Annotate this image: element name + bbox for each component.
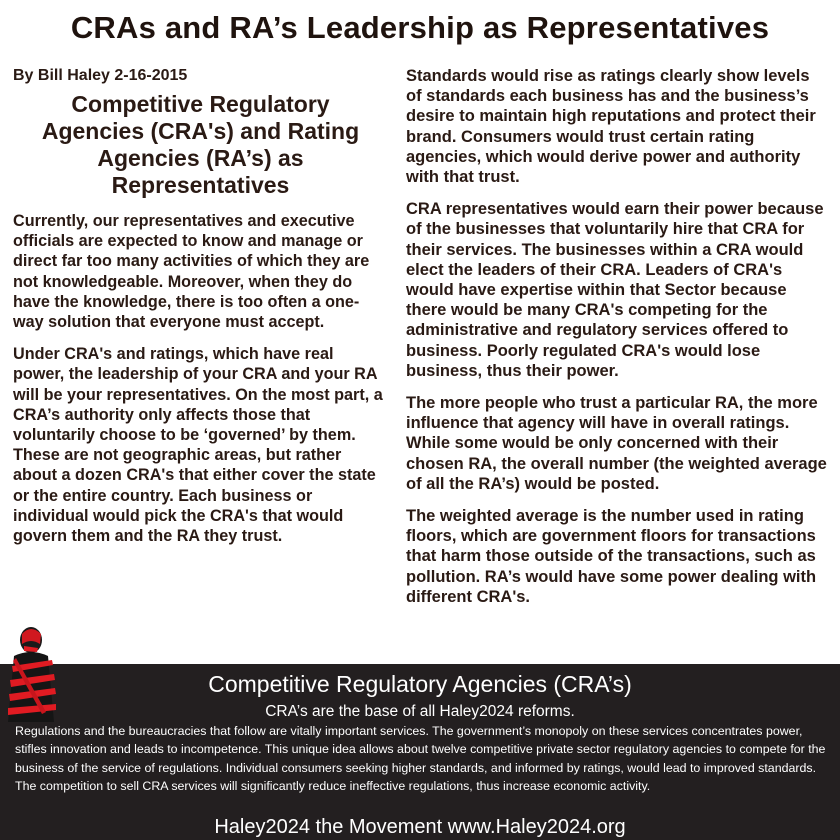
right-paragraph-2: CRA representatives would earn their power because of the businesses that voluntarily hire that CRA for their services. The businesses within a CRA would elect the leaders of their CRA. Leaders of CRA's would have expertise within that Sector because there would be many CRA's competing for the administrative and regulatory services offered to business. Poorly regulated CRA's would lose business, thus their power. [406, 200, 824, 380]
right-column [406, 66, 828, 619]
left-column [13, 66, 388, 558]
right-paragraph-4: The weighted average is the number used in rating floors, which are government floors for transactions that harm those outside of the transactions, such as pollution. RA’s would have some power dealing with different CRA's. [406, 507, 817, 606]
footer-website-link[interactable]: Haley2024 the Movement www.Haley2024.org [214, 816, 626, 838]
taped-person-image [4, 626, 66, 722]
byline: By Bill Haley 2-16-2015 [13, 67, 188, 84]
article-title: Competitive Regulatory Agencies (CRA's) and Rating Agencies (RA’s) as Representatives [41, 91, 360, 198]
right-paragraph-1: Standards would rise as ratings clearly show levels of standards each business has and the business’s desire to maintain high reputations and protect their brand. Consumers would trust certain rating agencies, which would derive power and authority with that trust. [406, 67, 816, 187]
page-title: CRAs and RA’s Leadership as Representatives [70, 10, 770, 45]
left-paragraph-2: Under CRA's and ratings, which have real power, the leadership of your CRA and your RA will be your representatives. On the most part, a CRA’s authority only affects those that voluntarily choose to be ‘governed’ by them. These are not geographic areas, but rather about a dozen CRA's that either cover the state or the entire country. Each business or individual would pick the CRA's that would govern them and the RA they trust. [13, 345, 383, 546]
left-paragraph-1: Currently, our representatives and executive officials are expected to know and manage or direct far too many activities of which they are not knowledgeable. Moreover, when they do have the knowledge, there is too often a one-way solution that everyone must accept. [13, 212, 370, 332]
footer-subheading: CRA’s are the base of all Haley2024 reforms. [265, 703, 575, 720]
footer-body-text: Regulations and the bureaucracies that follow are vitally important services. The government’s monopoly on these services concentrates power, stifles innovation and leads to incompetence. This unique idea allows about twelve competitive private sector regulatory agencies to compete for the business of the service of regulations. Individual consumers seeking higher standards, and informed by ratings, would lead to improved standards. The competition to sell CRA services will significantly reduce ineffective regulations, thus increase economic activity. [15, 724, 826, 793]
right-paragraph-3: The more people who trust a particular RA, the more influence that agency will have in overall ratings. While some would be only concerned with their chosen RA, the overall number (the weighted average of all the RA’s) would be posted. [406, 394, 827, 493]
footer-heading: Competitive Regulatory Agencies (CRA’s) [208, 671, 632, 697]
footer-banner [0, 664, 840, 840]
